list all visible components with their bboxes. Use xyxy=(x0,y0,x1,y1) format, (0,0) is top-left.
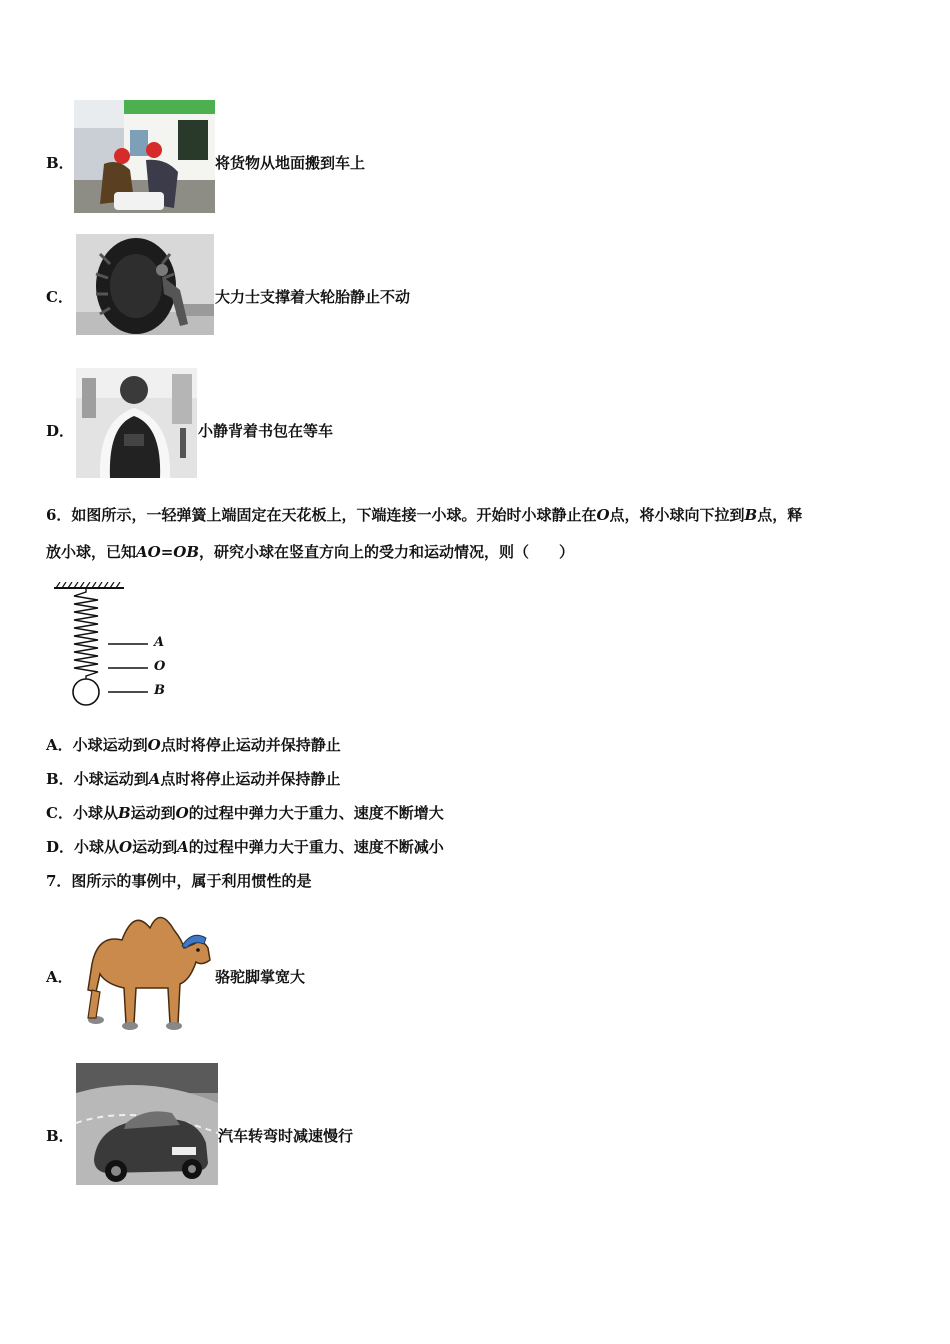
q6-option-c-mid: 运动到 xyxy=(130,804,176,822)
q6-stem-text-d: 放小球，已知 xyxy=(46,543,137,561)
q6-stem-text-c: 点，释 xyxy=(757,506,803,524)
q6-stem-text-e: ，研究小球在竖直方向上的受力和运动情况，则（ ） xyxy=(199,543,575,561)
q5-option-d-image xyxy=(76,368,197,478)
q7-option-a-label: A． xyxy=(46,968,73,986)
spring-coil xyxy=(74,588,98,680)
figure-label-a: A xyxy=(154,635,165,650)
strongman-tire-photo xyxy=(76,234,214,335)
q6-stem-text-b: 点，将小球向下拉到 xyxy=(609,506,745,524)
q6-option-c-var2: O xyxy=(175,804,189,822)
q6-option-d-var: O xyxy=(119,838,133,856)
q6-stem-line-1 xyxy=(46,504,802,525)
q6-option-c-label: C． xyxy=(46,804,73,822)
q6-option-d[interactable] xyxy=(46,836,444,857)
q6-stem-equation: AO=OB xyxy=(136,543,200,561)
q6-option-a-var: O xyxy=(147,736,161,754)
q5-option-d-text: 小静背着书包在等车 xyxy=(198,422,334,440)
q6-option-b-pre: 小球运动到 xyxy=(73,770,149,788)
q6-option-a[interactable] xyxy=(46,734,341,755)
q7-option-b-label: B． xyxy=(46,1127,74,1145)
q6-option-c-var: B xyxy=(117,804,131,822)
q5-option-b-text: 将货物从地面搬到车上 xyxy=(215,154,366,172)
figure-label-b: B xyxy=(154,683,165,698)
q6-option-d-pre: 小球从 xyxy=(74,838,120,856)
q6-option-b-post: 点时将停止运动并保持静止 xyxy=(160,770,341,788)
q6-stem-var-o: O xyxy=(596,506,610,524)
q6-option-c-pre: 小球从 xyxy=(72,804,118,822)
q5-option-b-label: B． xyxy=(46,154,74,172)
q6-option-c-post: 的过程中弹力大于重力、速度不断增大 xyxy=(188,804,444,822)
q6-option-a-pre: 小球运动到 xyxy=(72,736,148,754)
people-lifting-goods-photo xyxy=(74,100,215,213)
q6-option-b[interactable] xyxy=(46,768,340,789)
q6-option-a-label: A． xyxy=(46,736,73,754)
q5-option-c-text: 大力士支撑着大轮胎静止不动 xyxy=(215,288,411,306)
q6-stem-var-b: B xyxy=(744,506,758,524)
q7-option-a-text: 骆驼脚掌宽大 xyxy=(215,968,306,986)
car-turning-photo xyxy=(76,1063,218,1185)
q6-option-d-mid: 运动到 xyxy=(132,838,178,856)
q6-option-d-var2: A xyxy=(177,838,189,856)
q5-option-c-label: C． xyxy=(46,288,73,306)
q6-stem-line-2 xyxy=(46,541,574,562)
q6-option-c[interactable] xyxy=(46,802,444,823)
ball xyxy=(73,679,99,705)
camel-cartoon xyxy=(78,904,212,1032)
q6-option-d-label: D． xyxy=(46,838,75,856)
q6-stem-text-a: 6．如图所示，一轻弹簧上端固定在天花板上，下端连接一小球。开始时小球静止在 xyxy=(46,506,597,524)
q7-option-a-image xyxy=(78,904,212,1032)
q7-option-b-text: 汽车转弯时减速慢行 xyxy=(218,1127,354,1145)
q5-option-b-image xyxy=(74,100,215,213)
q6-option-a-post: 点时将停止运动并保持静止 xyxy=(160,736,341,754)
q6-option-b-label: B． xyxy=(46,770,74,788)
q7-stem: 7．图所示的事例中，属于利用惯性的是 xyxy=(46,872,312,890)
q6-option-b-var: A xyxy=(148,770,161,788)
spring-figure xyxy=(50,582,180,712)
figure-label-o: O xyxy=(154,659,166,674)
q5-option-c-image xyxy=(76,234,214,335)
girl-backpack-photo xyxy=(76,368,197,478)
q7-option-b-image xyxy=(76,1063,218,1185)
q6-option-d-post: 的过程中弹力大于重力、速度不断减小 xyxy=(188,838,444,856)
q5-option-d-label: D． xyxy=(46,422,75,440)
